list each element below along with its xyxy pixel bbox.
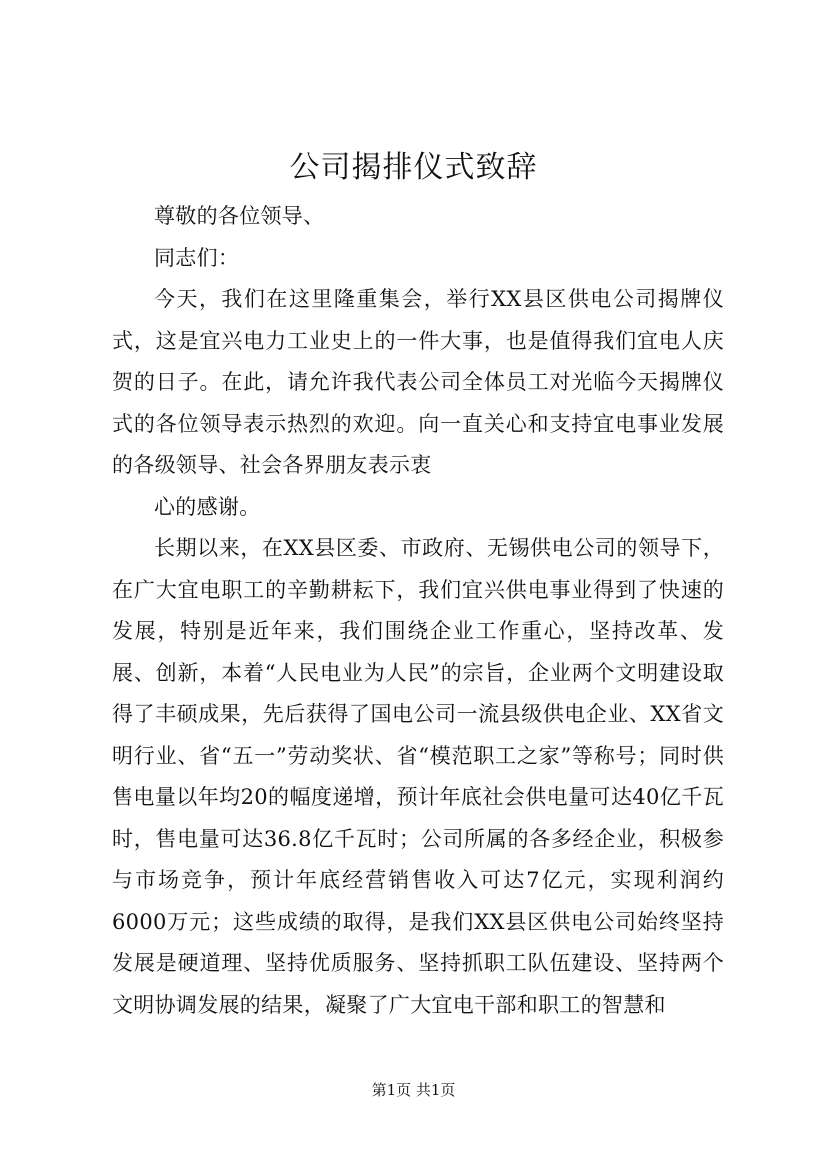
- page-number-footer: 第1页 共1页: [371, 1081, 456, 1099]
- paragraph-welcome: 今天，我们在这里隆重集会，举行XX县区供电公司揭牌仪式，这是宜兴电力工业史上的一件大事，也是值得我们宜电人庆贺的日子。在此，请允许我代表公司全体员工对光临今天揭牌仪式的各位领导表示热烈的欢迎。向一直关心和支持宜电事业发展的各级领导、社会各界朋友表示衷: [112, 287, 724, 477]
- document-title: 公司揭排仪式致辞: [289, 150, 538, 185]
- salutation-line-1: 尊敬的各位领导、: [154, 204, 325, 228]
- paragraph-achievements: 长期以来，在XX县区委、市政府、无锡供电公司的领导下，在广大宜电职工的辛勤耕耘下，我们宜兴供电事业得到了快速的发展，特别是近年来，我们围绕企业工作重心，坚持改革、发展、创新，本着“人民电业为人民”的宗旨，企业两个文明建设取得了丰硕成果，先后获得了国电公司一流县级供电企业、XX省文明行业、省“五一”劳动奖状、省“模范职工之家”等称号；同时供售电量以年均20的幅度递增，预计年底社会供电量可达40亿千瓦时，售电量可达36.8亿千瓦时；公司所属的各多经企业，积极参与市场竞争，预计年底经营销售收入可达7亿元，实现利润约6000万元；这些成绩的取得，是我们XX县区供电公司始终坚持发展是硬道理、坚持优质服务、坚持抓职工队伍建设、坚持两个文明协调发展的结果，凝聚了广大宜电干部和职工的智慧和: [112, 536, 724, 1017]
- document-body: [112, 196, 724, 1026]
- paragraph-thanks: 心的感谢。: [154, 494, 261, 519]
- salutation-line-2: 同志们：: [154, 245, 240, 270]
